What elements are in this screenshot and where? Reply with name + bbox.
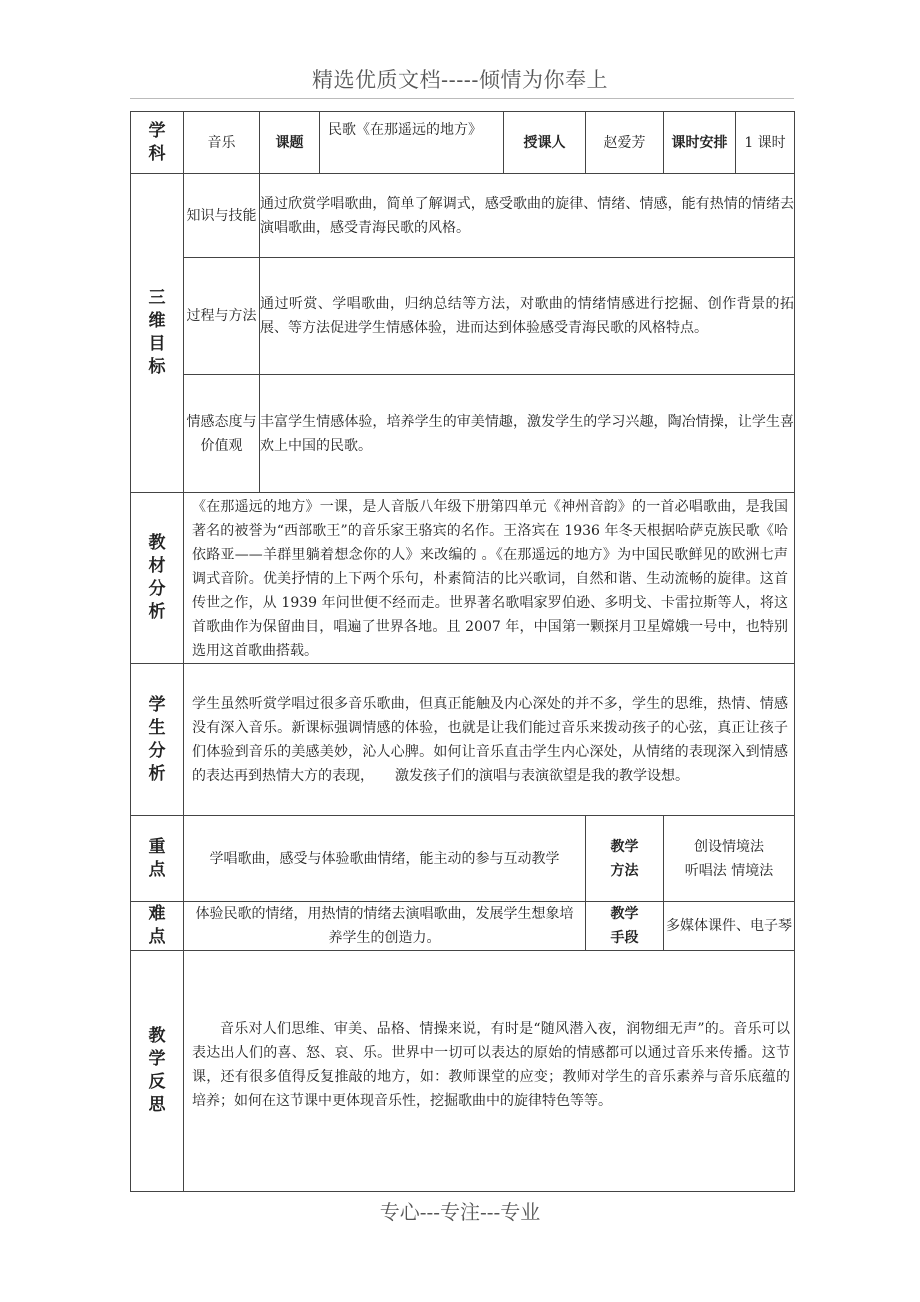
difficulty-row — [131, 902, 795, 951]
teacher-value: 赵爱芳 — [586, 112, 664, 174]
topic-label: 课题 — [260, 112, 320, 174]
header-divider — [130, 98, 794, 99]
objective-name-emotion: 情感态度与价值观 — [184, 375, 260, 493]
key-point-row — [131, 816, 795, 902]
topic-value: 民歌《在那遥远的地方》 — [320, 112, 504, 174]
page-header: 精选优质文档-----倾情为你奉上 — [312, 68, 608, 92]
means-label-cell — [586, 902, 664, 951]
method-label-cell — [586, 816, 664, 902]
reflection-label: 教学反思 — [148, 1026, 166, 1115]
schedule-label: 课时安排 — [664, 112, 736, 174]
reflection-label-cell — [131, 951, 184, 1192]
subject-label-cell — [131, 112, 184, 174]
subject-value: 音乐 — [184, 112, 260, 174]
means-label: 教学手段 — [610, 906, 639, 946]
objective-row-emotion — [131, 375, 795, 493]
material-label: 教材分析 — [148, 533, 166, 622]
method-line-2: 听唱法 情境法 — [684, 862, 774, 879]
info-row — [131, 112, 795, 174]
students-text: 学生虽然听赏学唱过很多音乐歌曲，但真正能触及内心深处的并不多，学生的思维，热情、情感没有深入音乐。新课标强调情感的体验，也就是让我们能过音乐来拨动孩子的心弦，真正让孩子们体验到音乐的美感美妙，沁人心脾。如何让音乐直击学生内心深处，从情绪的表现深入到情感的表达再到热情大方的表现， 激发孩子们的演唱与表演欲望是我的教学设想。 — [184, 664, 795, 816]
key-point-label: 重点 — [148, 836, 166, 880]
subject-label: 学科 — [148, 120, 166, 164]
means-value: 多媒体课件、电子琴 — [664, 902, 795, 951]
objective-text-knowledge: 通过欣赏学唱歌曲，简单了解调式，感受歌曲的旋律、情绪、情感，能有热情的情绪去演唱歌曲，感受青海民歌的风格。 — [260, 174, 795, 258]
objective-text-emotion: 丰富学生情感体验，培养学生的审美情趣，激发学生的学习兴趣，陶冶情操，让学生喜欢上中国的民歌。 — [260, 375, 795, 493]
schedule-value: 1 课时 — [736, 112, 795, 174]
lesson-plan-table — [130, 111, 795, 1192]
objectives-label: 三维目标 — [148, 288, 166, 377]
method-line-1: 创设情境法 — [694, 838, 764, 855]
material-row — [131, 493, 795, 664]
method-label: 教学方法 — [610, 838, 639, 879]
material-label-cell — [131, 493, 184, 664]
teacher-label: 授课人 — [504, 112, 586, 174]
objectives-label-cell — [131, 174, 184, 493]
objective-text-process: 通过听赏、学唱歌曲，归纳总结等方法，对歌曲的情绪情感进行挖掘、创作背景的拓展、等方法促进学生情感体验，进而达到体验感受青海民歌的风格特点。 — [260, 258, 795, 375]
page-footer: 专心---专注---专业 — [379, 1200, 541, 1224]
difficulty-label-cell — [131, 902, 184, 951]
students-row — [131, 664, 795, 816]
students-label-cell — [131, 664, 184, 816]
objective-row-process — [131, 258, 795, 375]
key-point-text: 学唱歌曲，感受与体验歌曲情绪，能主动的参与互动教学 — [184, 816, 586, 902]
objective-name-process: 过程与方法 — [184, 258, 260, 375]
difficulty-label: 难点 — [148, 904, 166, 947]
difficulty-text: 体验民歌的情绪，用热情的情绪去演唱歌曲，发展学生想象培养学生的创造力。 — [184, 902, 586, 951]
objective-row-knowledge — [131, 174, 795, 258]
objective-name-knowledge: 知识与技能 — [184, 174, 260, 258]
key-point-label-cell — [131, 816, 184, 902]
reflection-text: 音乐对人们思维、审美、品格、情操来说，有时是“随风潜入夜，润物细无声”的。音乐可以表达出人们的喜、怒、哀、乐。世界中一切可以表达的原始的情感都可以通过音乐来传播。这节课，还有很多值得反复推敲的地方，如：教师课堂的应变；教师对学生的音乐素养与音乐底蕴的培养；如何在这节课中更体现音乐性，挖掘歌曲中的旋律特色等等。 — [184, 951, 795, 1192]
method-value-cell — [664, 816, 795, 902]
students-label: 学生分析 — [148, 694, 166, 784]
reflection-row — [131, 951, 795, 1192]
material-text: 《在那遥远的地方》一课，是人音版八年级下册第四单元《神州音韵》的一首必唱歌曲，是我国著名的被誉为“西部歌王”的音乐家王骆宾的名作。王洛宾在 1936 年冬天根据哈萨克族民歌《哈依路亚——羊群里躺着想念你的人》来改编的 。《在那遥远的地方》为中国民歌鲜见的欧洲七声调式音阶。优美抒情的上下两个乐句，朴素简洁的比兴歌词，自然和谐、生动流畅的旋律。这首传世之作，从 1939 年问世便不经而走。世界著名歌唱家罗伯逊、多明戈、卡雷拉斯等人，将这首歌曲作为保留曲目，唱遍了世界各地。且 2007 年，中国第一颗探月卫星嫦娥一号中，也特别选用这首歌曲搭载。 — [184, 493, 795, 664]
